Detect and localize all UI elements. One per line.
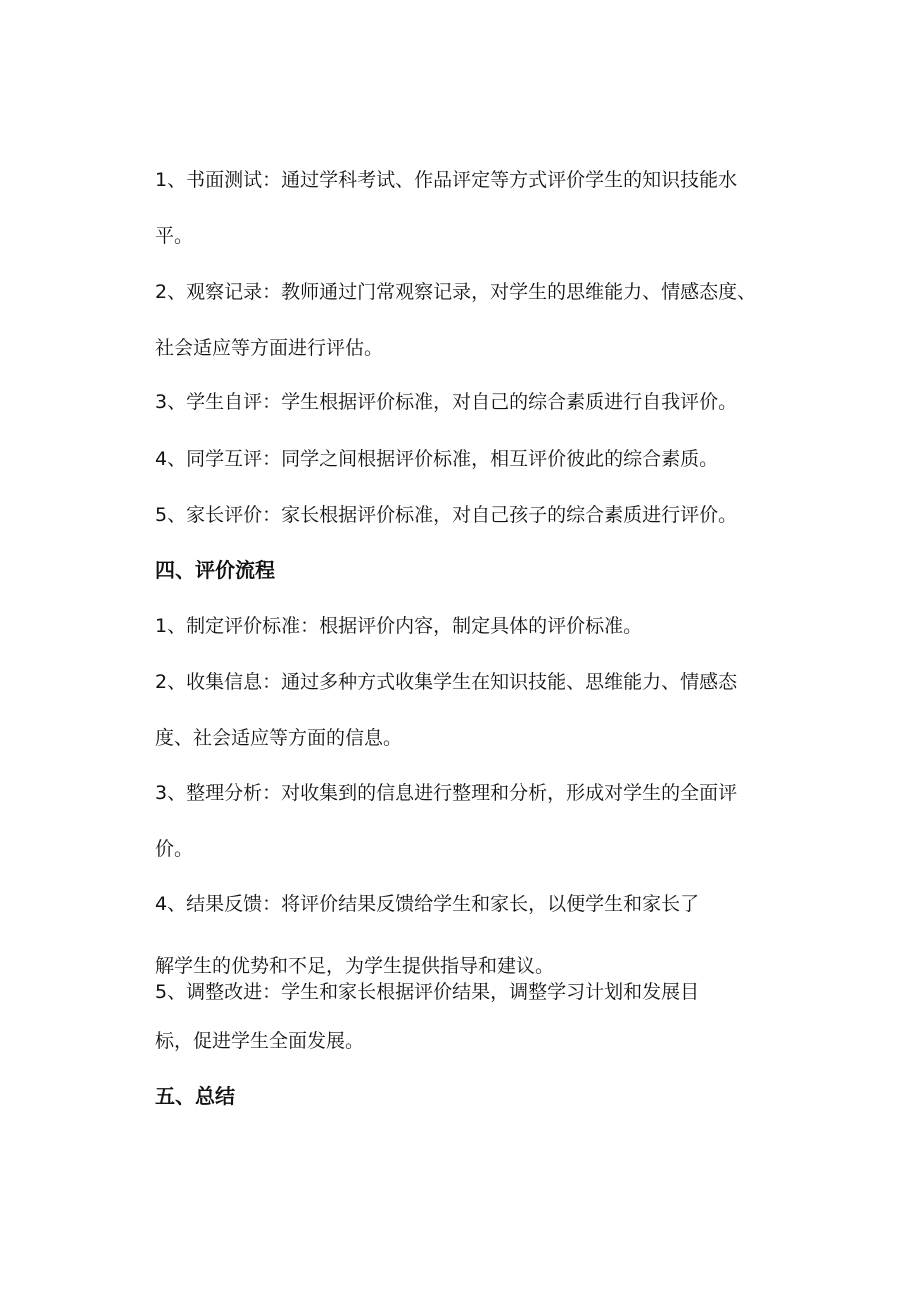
process-step-3: 3、整理分析：对收集到的信息进行整理和分析，形成对学生的全面评 [155,782,738,804]
process-step-5: 5、调整改进：学生和家长根据评价结果，调整学习计划和发展目 [155,981,700,1003]
evaluation-method-3: 3、学生自评：学生根据评价标准，对自己的综合素质进行自我评价。 [155,391,738,413]
evaluation-method-2-continued: 社会适应等方面进行评估。 [155,337,384,359]
evaluation-method-1: 1、书面测试：通过学科考试、作品评定等方式评价学生的知识技能水 [155,169,738,191]
section-heading-evaluation-process: 四、评价流程 [155,558,275,582]
process-step-4: 4、结果反馈：将评价结果反馈给学生和家长，以便学生和家长了 [155,893,700,915]
evaluation-method-1-continued: 平。 [155,225,194,247]
process-step-1: 1、制定评价标准：根据评价内容，制定具体的评价标准。 [155,615,643,637]
process-step-2-continued: 度、社会适应等方面的信息。 [155,727,403,749]
evaluation-method-4: 4、同学互评：同学之间根据评价标准，相互评价彼此的综合素质。 [155,448,719,470]
process-step-4-continued: 解学生的优势和不足，为学生提供指导和建议。 [155,955,555,977]
process-step-3-continued: 价。 [155,838,194,860]
section-heading-summary: 五、总结 [155,1084,235,1108]
process-step-2: 2、收集信息：通过多种方式收集学生在知识技能、思维能力、情感态 [155,671,738,693]
process-step-5-continued: 标，促进学生全面发展。 [155,1030,365,1052]
evaluation-method-2: 2、观察记录：教师通过门常观察记录，对学生的思维能力、情感态度、 [155,281,757,303]
evaluation-method-5: 5、家长评价：家长根据评价标准，对自己孩子的综合素质进行评价。 [155,504,738,526]
